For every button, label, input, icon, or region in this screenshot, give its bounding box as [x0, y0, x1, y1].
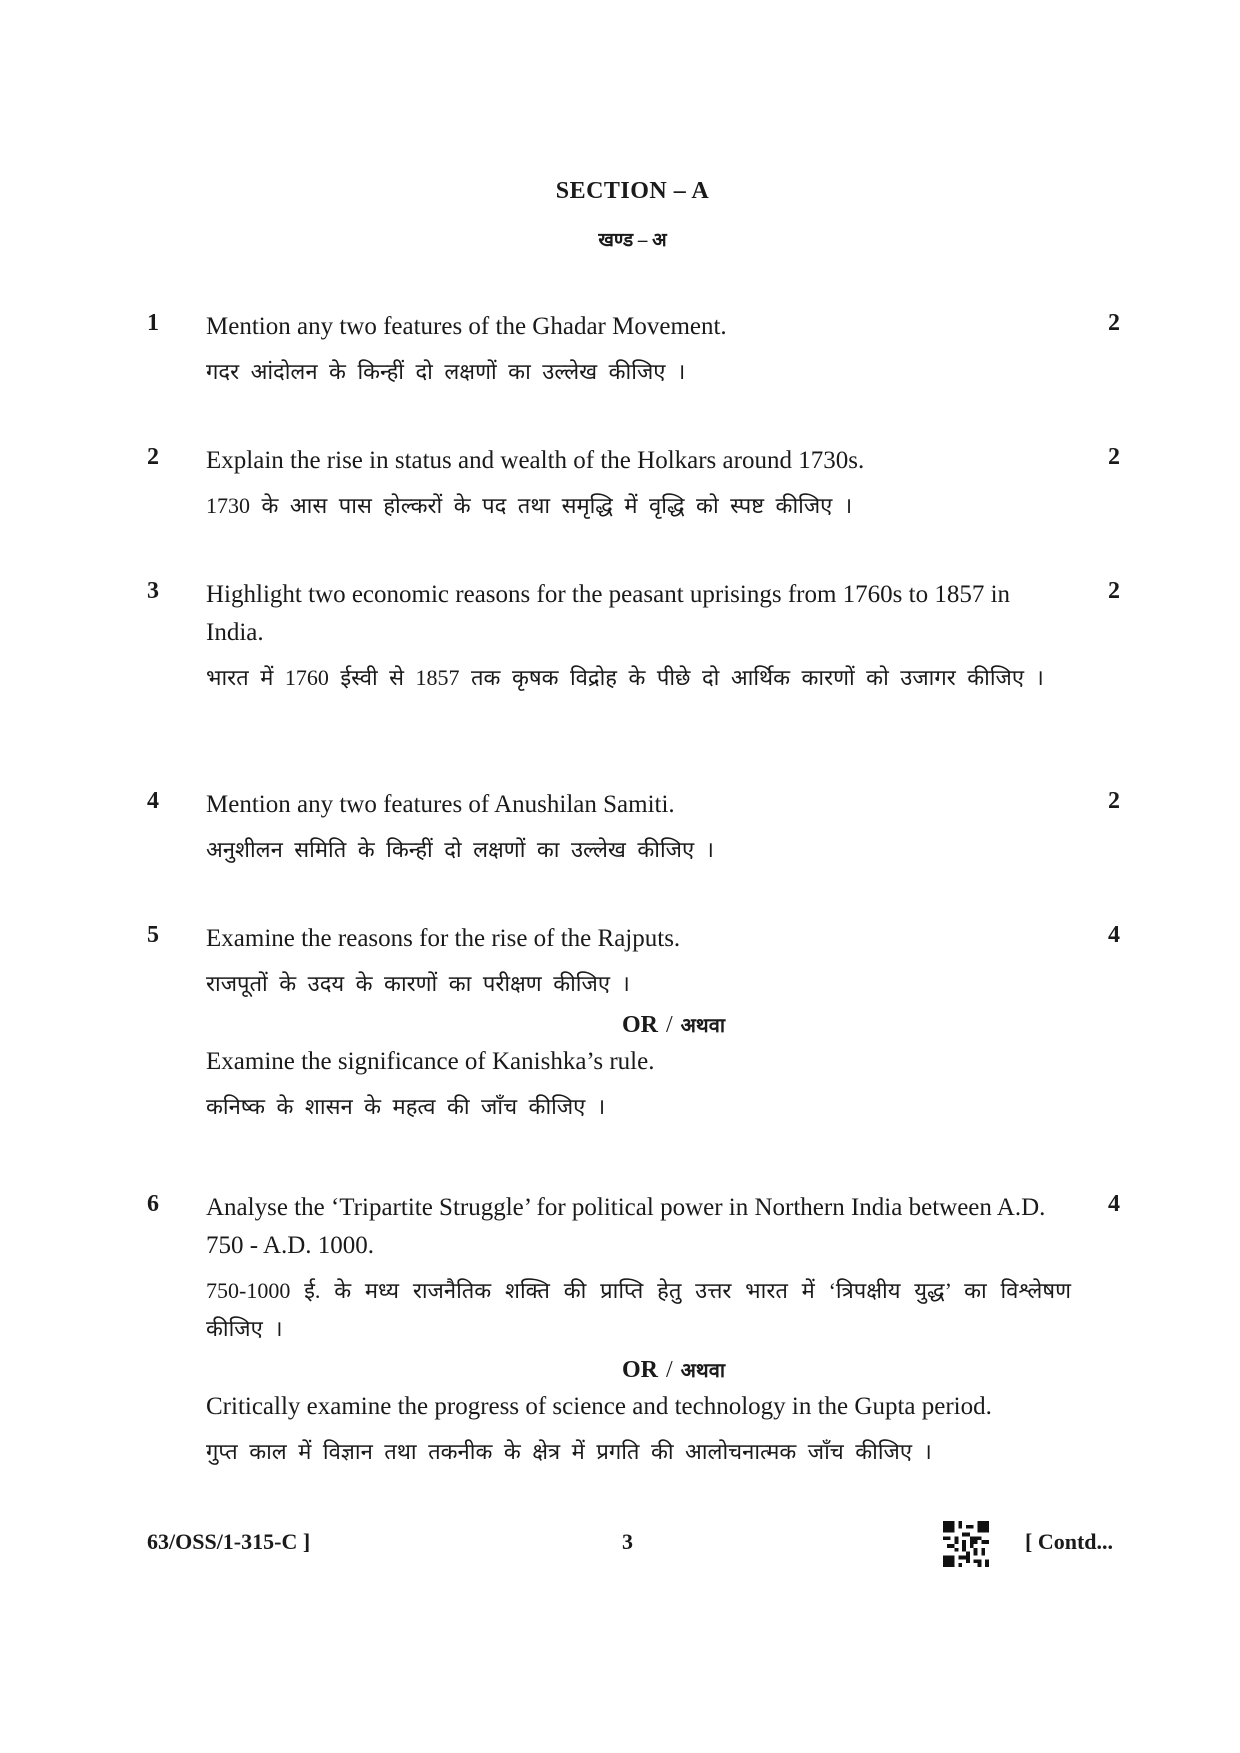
or-separator: / [665, 1012, 673, 1038]
question-number: 6 [147, 1191, 159, 1217]
question-text-hindi: भारत में 1760 ईस्वी से 1857 तक कृषक विद्रोह के पीछे दो आर्थिक कारणों को उजागर कीजिए । [206, 665, 1044, 690]
question-body [206, 308, 1071, 391]
question-text-english: Mention any two features of the Ghadar Movement. [206, 313, 727, 340]
question-number: 3 [147, 578, 159, 604]
question-marks: 2 [1108, 578, 1120, 604]
question-text-hindi: 1730 के आस पास होल्करों के पद तथा समृद्धि में वृद्धि को स्पष्ट कीजिए । [206, 493, 853, 518]
question-body [206, 1189, 1071, 1471]
question-number: 4 [147, 788, 159, 814]
question-text-english: Mention any two features of Anushilan Samiti. [206, 791, 675, 818]
or-divider [206, 1356, 1071, 1384]
or-divider [206, 1011, 1071, 1039]
or-separator: / [665, 1357, 673, 1383]
or-label-hindi: अथवा [680, 1015, 726, 1037]
question-marks: 2 [1108, 788, 1120, 814]
question-text-english: Analyse the ‘Tripartite Struggle’ for political power in Northern India between A.D. 750 - A.D. 1000. [206, 1194, 1046, 1259]
section-title-hindi: खण्ड – अ [598, 230, 667, 251]
question-text-english: Highlight two economic reasons for the peasant uprisings from 1760s to 1857 in India. [206, 581, 1011, 646]
question-number: 1 [147, 310, 159, 336]
page-number: 3 [622, 1529, 633, 1554]
alternative-text-hindi: कनिष्क के शासन के महत्व की जाँच कीजिए । [206, 1094, 606, 1119]
question-body [206, 920, 1071, 1126]
question-body [206, 442, 1071, 525]
question-text-hindi: अनुशीलन समिति के किन्हीं दो लक्षणों का उल्लेख कीजिए । [206, 837, 714, 862]
question-number: 2 [147, 444, 159, 470]
question-text-hindi: 750-1000 ई. के मध्य राजनैतिक शक्ति की प्राप्ति हेतु उत्तर भारत में ‘त्रिपक्षीय युद्ध’ का विश्लेषण कीजिए । [206, 1278, 1071, 1341]
question-text-hindi: गदर आंदोलन के किन्हीं दो लक्षणों का उल्लेख कीजिए । [206, 359, 686, 384]
alternative-text-english: Critically examine the progress of science and technology in the Gupta period. [206, 1393, 992, 1420]
question-body [206, 576, 1071, 697]
or-label-english: OR [621, 1357, 658, 1383]
question-text-hindi: राजपूतों के उदय के कारणों का परीक्षण कीजिए । [206, 971, 630, 996]
question-body [206, 786, 1071, 869]
question-number: 5 [147, 922, 159, 948]
question-marks: 2 [1108, 310, 1120, 336]
question-marks: 4 [1108, 1191, 1120, 1217]
section-title: SECTION – A [555, 178, 710, 204]
paper-code: 63/OSS/1-315-C ] [147, 1529, 311, 1554]
question-marks: 2 [1108, 444, 1120, 470]
qr-code-icon [943, 1521, 989, 1567]
question-text-english: Explain the rise in status and wealth of the Holkars around 1730s. [206, 447, 865, 474]
continued-label: [ Contd... [1025, 1529, 1114, 1554]
or-label-english: OR [621, 1012, 658, 1038]
question-marks: 4 [1108, 922, 1120, 948]
question-text-english: Examine the reasons for the rise of the Rajputs. [206, 925, 681, 952]
alternative-text-hindi: गुप्त काल में विज्ञान तथा तकनीक के क्षेत्र में प्रगति की आलोचनात्मक जाँच कीजिए । [206, 1439, 932, 1464]
alternative-text-english: Examine the significance of Kanishka’s rule. [206, 1048, 655, 1075]
or-label-hindi: अथवा [680, 1360, 726, 1382]
